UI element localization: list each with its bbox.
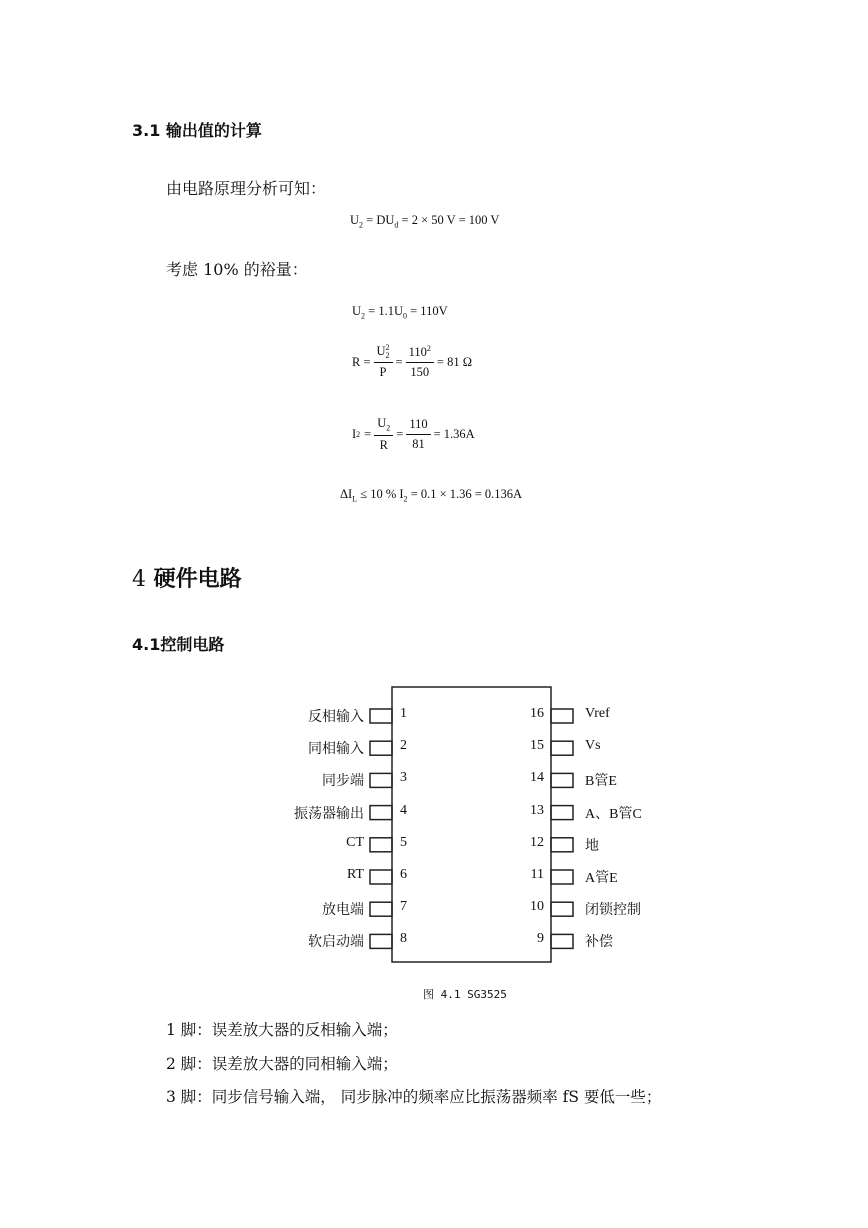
right-pin-number: 12: [530, 834, 544, 850]
right-pin-box: [551, 806, 573, 820]
pin-description-1: 1 脚：误差放大器的反相输入端；: [166, 1021, 398, 1039]
right-pin-label: A、B管C: [585, 806, 642, 822]
eq2-mid-sub: 0: [402, 311, 407, 321]
left-pin-number: 1: [400, 706, 407, 721]
right-pin-number: 13: [530, 802, 544, 818]
right-pin-box: [551, 870, 573, 884]
eq1-rhs: = 2 × 50 V = 100 V: [401, 213, 500, 227]
right-pin-label: Vs: [585, 738, 601, 754]
right-pin-box: [551, 902, 573, 916]
right-pin-number: 15: [530, 738, 544, 754]
eq3-num-sup: 2: [385, 343, 390, 353]
eq1-mid: = DU: [366, 213, 395, 227]
pin-description-2: 2 脚：误差放大器的同相输入端；: [166, 1055, 398, 1073]
left-pin-number: 6: [400, 867, 407, 882]
left-pin-label: CT: [346, 834, 364, 850]
left-pin-label: 同相输入: [308, 742, 364, 758]
right-pin-number: 11: [530, 867, 544, 882]
section-number: 4.1: [132, 635, 161, 654]
left-pin-number: 7: [400, 899, 407, 915]
eq5-sub2: 2: [403, 494, 408, 504]
right-pin-box: [551, 773, 573, 787]
pin-description-3: 3 脚：同步信号输入端， 同步脉冲的频率应比振荡器频率 fS 要低一些；: [166, 1088, 662, 1106]
right-pin-box: [551, 838, 573, 852]
eq4-rhs: = 1.36A: [433, 426, 475, 441]
left-pin-label: 反相输入: [308, 710, 364, 725]
left-pin-box: [370, 773, 392, 787]
right-pin-box: [551, 741, 573, 755]
section-number: 3.1: [132, 121, 161, 140]
eq5-sub1: L: [352, 494, 358, 504]
eq2-rhs: = 110V: [410, 304, 448, 318]
right-pin-label: Vref: [585, 706, 610, 721]
eq2-mid: = 1.1U: [368, 304, 403, 318]
eq4-num-sub: 2: [386, 423, 391, 433]
right-pin-number: 10: [530, 899, 544, 915]
left-pin-label: 放电端: [322, 903, 364, 919]
left-pin-box: [370, 870, 392, 884]
right-pin-number: 14: [530, 770, 544, 786]
right-pin-number: 16: [530, 706, 544, 721]
left-pin-box: [370, 934, 392, 948]
left-pin-box: [370, 806, 392, 820]
equation-i2: I 2 = $\frac{U_2}{R}$ = $\frac{110}{81}$ = 1.36A: [352, 416, 475, 452]
eq4-num: U: [377, 416, 387, 430]
eq4-lhs-sub: 2: [356, 429, 361, 439]
right-pin-label: 闭锁控制: [585, 903, 641, 919]
left-pin-number: 3: [400, 770, 407, 786]
eq3-num: U: [376, 344, 386, 359]
eq5-part3: = 0.1 × 1.36 = 0.136A: [410, 487, 523, 501]
eq3-num2-sup: 2: [426, 344, 431, 353]
left-pin-box: [370, 902, 392, 916]
eq1-lhs-sub: 2: [359, 220, 364, 230]
eq2-lhs: U: [352, 304, 362, 318]
eq3-den: P: [379, 365, 387, 380]
eq4-den: R: [379, 437, 388, 452]
margin-paragraph: 考虑 10% 的裕量：: [166, 260, 308, 279]
left-pin-label: 振荡器输出: [294, 806, 364, 822]
equation-r: R = U 2 2 P = $\frac{110^2}{150}$ = 81 Ω: [352, 343, 472, 380]
left-pin-number: 8: [400, 931, 407, 947]
eq3-lhs: R =: [352, 354, 371, 369]
eq4-lhs: I: [352, 426, 357, 441]
right-pin-label: 补偿: [585, 935, 613, 951]
chip-body: [392, 687, 551, 962]
left-pin-box: [370, 709, 392, 723]
left-pin-label: 软启动端: [308, 935, 364, 951]
eq3-num-sub: 2: [385, 351, 390, 361]
right-pin-number: 9: [537, 931, 544, 947]
eq1-lhs: U: [350, 213, 360, 227]
left-pin-box: [370, 741, 392, 755]
section-title: 硬件电路: [153, 567, 242, 592]
right-pin-label: 地: [585, 838, 599, 854]
section-number: 4: [132, 567, 146, 592]
eq4-num2: 110: [406, 417, 430, 435]
eq3-num2: 110: [408, 345, 427, 360]
left-pin-number: 2: [400, 738, 407, 754]
eq5-part1: ΔI: [340, 487, 353, 501]
eq1-mid-sub: d: [394, 220, 399, 230]
left-pin-label: 同步端: [322, 774, 364, 790]
eq3-rhs: = 81 Ω: [436, 354, 472, 369]
eq5-part2: ≤ 10 % I: [360, 487, 404, 501]
eq2-lhs-sub: 2: [361, 311, 366, 321]
left-pin-box: [370, 838, 392, 852]
right-pin-label: B管E: [585, 774, 617, 790]
left-pin-number: 5: [400, 834, 407, 850]
intro-paragraph: 由电路原理分析可知：: [166, 179, 327, 198]
left-pin-label: RT: [346, 867, 364, 882]
right-pin-label: A管E: [585, 871, 618, 886]
eq3-den2: 150: [410, 365, 430, 380]
eq4-den2: 81: [412, 436, 425, 451]
left-pin-number: 4: [400, 802, 407, 818]
section-title: 控制电路: [160, 635, 225, 654]
right-pin-box: [551, 709, 573, 723]
figure-caption: 图 4.1 SG3525: [423, 988, 507, 1001]
section-title: 输出值的计算: [165, 121, 262, 140]
right-pin-box: [551, 934, 573, 948]
